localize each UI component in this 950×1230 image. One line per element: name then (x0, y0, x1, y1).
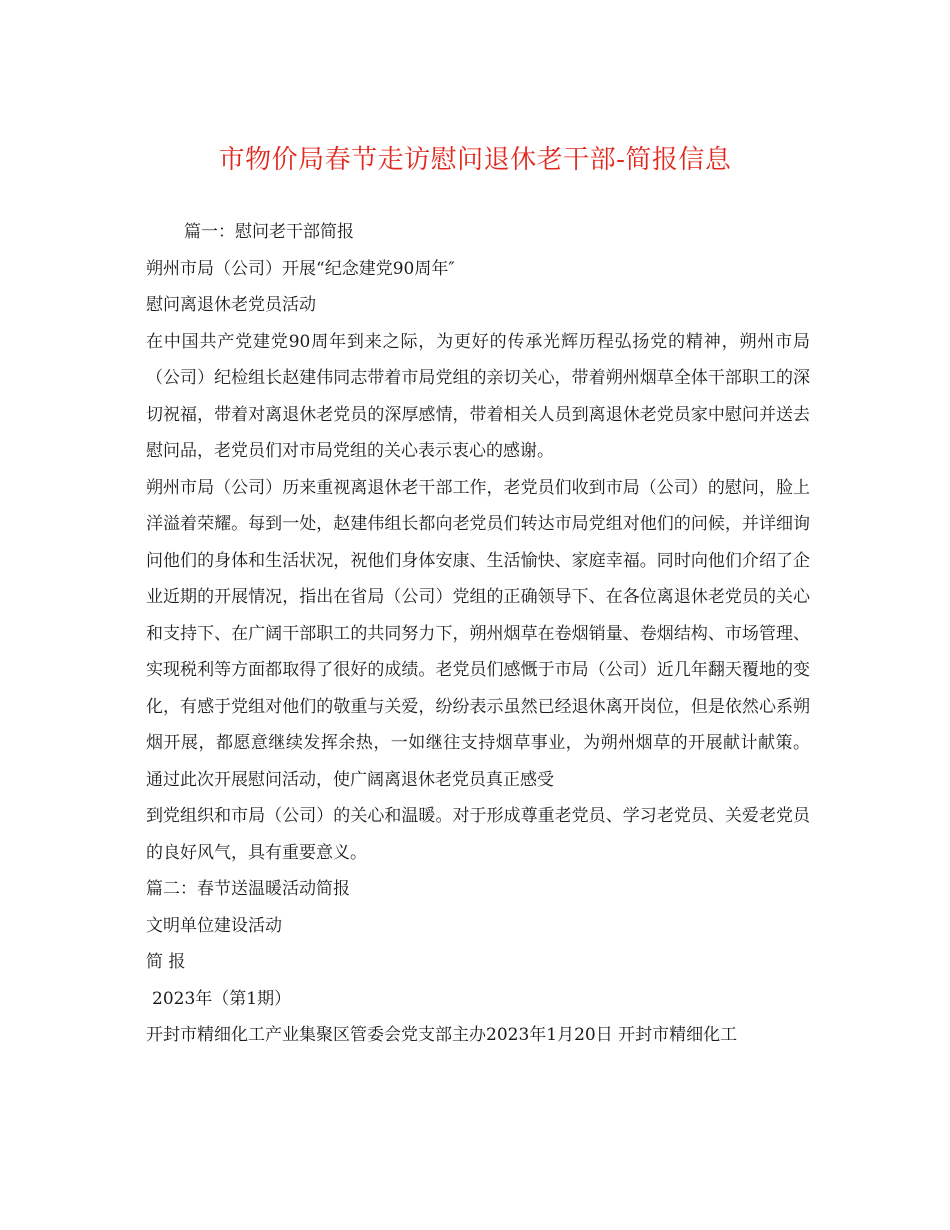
activity-title: 文明单位建设活动 (146, 915, 282, 936)
section-heading-1: 篇一：慰问老干部简报 (184, 222, 354, 242)
paragraph-1: 在中国共产党建党90周年到来之际，为更好的传承光辉历程弘扬党的精神，朔州市局（公司）纪检组长赵建伟同志带着市局党组的亲切关心，带着朔州烟草全体干部职工的深切祝福，带着对离退休老党员的深厚感情，带着相关人员到离退休老党员家中慰问并送去慰问品，老党员们对市局党组的关心表示衷心的感谢。 (146, 331, 810, 461)
bulletin-label: 简 报 (146, 952, 186, 972)
issue-number: 2023年（第1期） (152, 988, 292, 1009)
subheading-line-2: 慰问离退休老党员活动 (146, 295, 316, 315)
paragraph-3: 到党组织和市局（公司）的关心和温暖。对于形成尊重老党员、学习老党员、关爱老党员的良好风气，具有重要意义。 (146, 806, 810, 863)
subheading-line-1: 朔州市局（公司）开展“纪念建党90周年″ (146, 258, 455, 279)
publisher-line: 开封市精细化工产业集聚区管委会党支部主办2023年1月20日 开封市精细化工 (146, 1025, 738, 1045)
section-heading-2: 篇二：春节送温暖活动简报 (146, 879, 350, 899)
paragraph-2: 朔州市局（公司）历来重视离退休老干部工作，老党员们收到市局（公司）的慰问，脸上洋溢着荣耀。每到一处，赵建伟组长都向老党员们转达市局党组对他们的问候，并详细询问他们的身体和生活状况，祝他们身体安康、生活愉快、家庭幸福。同时向他们介绍了企业近期的开展情况，指出在省局（公司）党组的正确领导下、在各位离退休老党员的关心和支持下、在广阔干部职工的共同努力下，朔州烟草在卷烟销量、卷烟结构、市场管理、实现税利等方面都取得了很好的成绩。老党员们感慨于市局（公司）近几年翻天覆地的变化，有感于党组对他们的敬重与关爱，纷纷表示虽然已经退休离开岗位，但是依然心系朔烟开展，都愿意继续发挥余热，一如继往支持烟草事业，为朔州烟草的开展献计献策。 通过此次开展慰问活动，使广阔离退休老党员真正感受 (146, 477, 810, 790)
document-body (146, 214, 810, 1054)
document-title: 市物价局春节走访慰问退休老干部-简报信息 (218, 145, 732, 175)
